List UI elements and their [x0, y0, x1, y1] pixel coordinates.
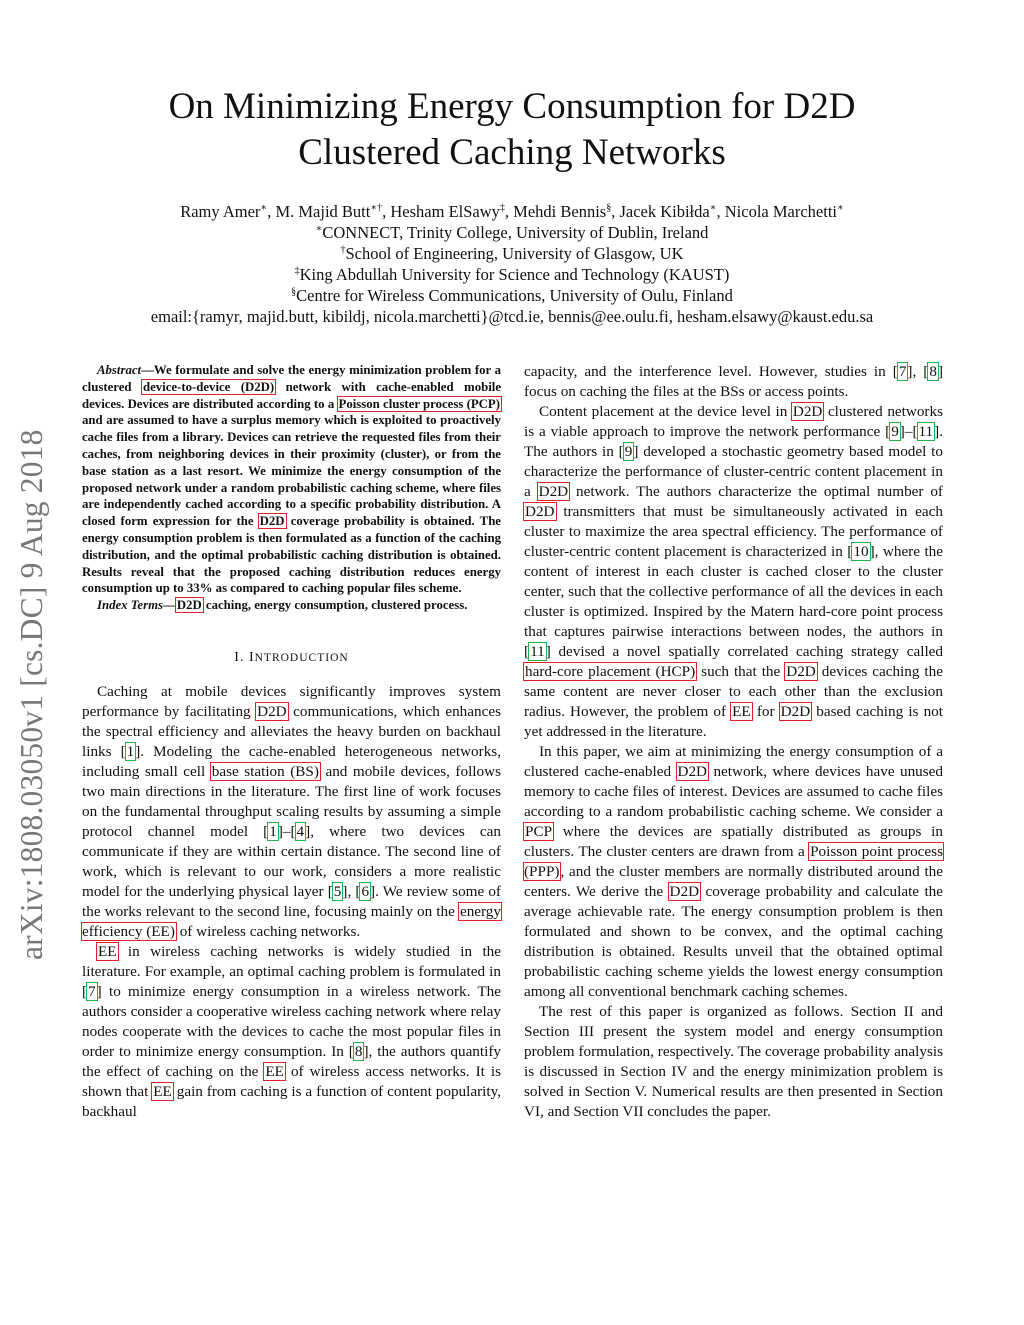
paragraph: Caching at mobile devices significantly improves system performance by facilitating D2D communications, which enhances the spectral efficiency and alleviates the heavy burden on backhaul links [1]. Modeling the cache-enabled heterogeneous networks, including small cell base station (BS) and mobile devices, follows two main directions in the literature. The first line of work focuses on the fundamental throughput scaling results by assuming a simple protocol channel model [1]–[4], where two devices can communicate if they are within certain distance. The second line of work, which is relevant to our work, considers a more realistic model for the underlying physical layer [5], [6]. We review some of the works relevant to the second line, focusing mainly on the energy efficiency (EE) of wireless caching networks. [82, 682, 501, 940]
section-title: NTRODUCTION [254, 651, 349, 664]
left-column [82, 362, 501, 1122]
affiliation-1 [60, 222, 964, 243]
index-terms [82, 597, 501, 614]
section-heading-introduction [82, 648, 501, 668]
affiliation-mark: § [291, 286, 297, 298]
acronym-link[interactable]: EE [732, 703, 751, 720]
abstract [82, 362, 501, 597]
abstract-label: Abstract [97, 363, 142, 377]
acronym-link[interactable]: PCP [525, 823, 553, 840]
acronym-link[interactable]: device-to-device (D2D) [142, 379, 275, 394]
section-number: I. I [234, 649, 255, 665]
arxiv-identifier[interactable]: arXiv:1808.03050v1 [cs.DC] 9 Aug 2018 [14, 429, 49, 960]
right-column [524, 362, 943, 1122]
acronym-link[interactable]: D2D [538, 483, 569, 500]
acronym-link[interactable]: energy efficiency (EE) [82, 902, 501, 940]
citation-link[interactable]: 8 [354, 1042, 363, 1060]
citation-link[interactable]: 10 [853, 543, 869, 560]
author-mark: ∗ [837, 202, 844, 214]
affiliation-mark: † [340, 244, 346, 256]
citation-link[interactable]: 7 [898, 363, 907, 380]
acronym-link[interactable]: base station (BS) [211, 762, 319, 780]
paragraph: EE in wireless caching networks is widely studied in the literature. For example, an optimal caching problem is formulated in [7] to minimize energy consumption in a wireless network. The authors consider a cooperative wireless caching network where relay nodes cooperate with the devices to cache the most popular files in order to minimize energy consumption. In [8], the authors quantify the effect of caching on the EE of wireless access networks. It is shown that EE gain from caching is a function of content popularity, backhaul [82, 942, 502, 1120]
author-mark: § [606, 202, 612, 214]
acronym-link[interactable]: D2D [780, 703, 811, 720]
author-mark: ∗ [709, 202, 717, 214]
author-name: Hesham ElSawy [390, 202, 500, 221]
citation-link[interactable]: 4 [296, 822, 305, 840]
index-terms-dash: — [163, 598, 176, 613]
citation-link[interactable]: 11 [530, 643, 545, 660]
acronym-link[interactable]: hard-core placement (HCP) [525, 663, 696, 680]
paragraph: In this paper, we aim at minimizing the energy consumption of a clustered cache-enabled D2D network, where devices have unused memory to cache files of interest. Devices are assumed to cache files according to a random probabilistic caching scheme. We consider a PCP where the devices are spatially distributed as groups in clusters. The cluster centers are drawn from a Poisson point process (PPP), and the cluster members are normally distributed around the centers. We derive the D2D coverage probability and calculate the average achievable rate. The energy consumption problem is then formulated and shown to be convex, and the optimal caching distribution is obtained. Results unveil that the obtained optimal probabilistic caching scheme yields the lowest energy consumption among all conventional benchmark caching schemes. [524, 743, 944, 1000]
acronym-link[interactable]: D2D [259, 514, 285, 529]
affiliation-4 [60, 285, 964, 306]
author-list: Ramy Amer∗, M. Majid Butt∗†, Hesham ElSawy‡, Mehdi Bennis§, Jacek Kibiłda∗, Nicola Marchetti∗ [180, 202, 844, 221]
affiliation-text: Centre for Wireless Communications, University of Oulu, Finland [296, 286, 733, 305]
citation-link[interactable]: 8 [929, 363, 937, 380]
citation-link[interactable]: 6 [361, 882, 370, 900]
author-name: Nicola Marchetti [724, 202, 838, 221]
citation-link[interactable]: 9 [891, 423, 899, 440]
paragraph: capacity, and the interference level. However, studies in [7], [8] focus on caching the files at the BSs or access points. [524, 363, 943, 400]
acronym-link[interactable]: D2D [669, 883, 700, 900]
affiliation-text: CONNECT, Trinity College, University of Dublin, Ireland [322, 223, 709, 242]
citation-link[interactable]: 5 [333, 882, 342, 900]
acronym-link[interactable]: D2D [677, 763, 708, 780]
author-block [60, 201, 964, 327]
affiliation-text: School of Engineering, University of Glasgow, UK [345, 244, 684, 263]
author-name: Ramy Amer [180, 202, 261, 221]
acronym-link[interactable]: D2D [525, 503, 555, 520]
author-name: Mehdi Bennis [513, 202, 607, 221]
acronym-link[interactable]: EE [265, 1062, 284, 1080]
acronym-link[interactable]: EE [153, 1082, 172, 1100]
acronym-link[interactable]: Poisson cluster process (PCP) [338, 396, 501, 411]
paper-title [90, 84, 934, 176]
affiliation-3 [60, 264, 964, 285]
author-name: Jacek Kibiłda [619, 202, 710, 221]
email-line: email:{ramyr, majid.butt, kibildj, nicola.marchetti}@tcd.ie, bennis@ee.oulu.fi, hesham.elsawy@kaust.edu.sa [150, 307, 874, 326]
affiliation-mark: ‡ [294, 265, 300, 277]
citation-link[interactable]: 1 [269, 822, 277, 840]
affiliation-text: King Abdullah University for Science and Technology (KAUST) [299, 265, 730, 284]
title-line-1: On Minimizing Energy Consumption for D2D [168, 86, 856, 127]
acronym-link[interactable]: D2D [257, 702, 287, 720]
author-mark: ‡ [499, 202, 505, 214]
author-name: M. Majid Butt [275, 202, 371, 221]
index-terms-label: Index Terms [97, 598, 164, 613]
author-mark: ∗† [370, 202, 383, 214]
paragraph: The rest of this paper is organized as follows. Section II and Section III present the system model and energy consumption problem formulation, respectively. The coverage probability analysis is discussed in Section IV and the energy minimization problem is solved in Section V. Numerical results are then presented in Section VI, and Section VII concludes the paper. [524, 1003, 943, 1120]
citation-link[interactable]: 1 [126, 742, 135, 760]
title-line-2: Clustered Caching Networks [298, 132, 726, 173]
acronym-link[interactable]: Poisson point process (PPP) [524, 843, 943, 880]
acronym-link[interactable]: D2D [176, 598, 202, 613]
index-terms-body: D2D caching, energy consumption, clustered process. [176, 598, 468, 613]
abstract-dash: — [141, 363, 154, 377]
citation-link[interactable]: 7 [88, 982, 96, 1000]
acronym-link[interactable]: EE [98, 942, 117, 960]
author-mark: ∗ [260, 202, 268, 214]
paragraph: Content placement at the device level in D2D clustered networks is a viable approach to improve the network performance [9]–[11]. The authors in [9] developed a stochastic geometry based model to characterize the performance of cluster-centric content placement in a D2D network. The authors characterize the optimal number of D2D transmitters that must be simultaneously activated in each cluster to maximize the area spectral efficiency. The performance of cluster-centric content placement is characterized in [10], where the content of interest in each cluster is cached closer to the cluster center, such that the collective performance of all the devices in each cluster is optimized. Inspired by the Matern hard-core point process that captures pairwise interactions between nodes, the authors in [11] devised a novel spatially correlated caching strategy called hard-core placement (HCP) such that the D2D devices caching the same content are never closer to each other than the exclusion radius. However, the problem of EE for D2D based caching is not yet addressed in the literature. [524, 403, 943, 740]
affiliation-2 [60, 243, 964, 264]
affiliation-mark: ∗ [315, 223, 323, 235]
acronym-link[interactable]: D2D [792, 403, 823, 420]
acronym-link[interactable]: D2D [786, 663, 816, 680]
citation-link[interactable]: 9 [624, 443, 633, 460]
citation-link[interactable]: 11 [918, 423, 934, 440]
abstract-body: We formulate and solve the energy minimization problem for a clustered device-to-device (D2D) network with cache-enabled mobile devices. Devices are distributed according to a Poisson cluster process (PCP) and are assumed to have a surplus memory which is exploited to proactively cache files from a library. Devices can retrieve the requested files from their caches, from neighboring devices in their proximity (cluster), or from the base station as a last resort. We minimize the energy consumption of the proposed network under a random probabilistic caching scheme, where files are independently cached according to a specific probability distribution. A closed form expression for the D2D coverage probability is obtained. The energy consumption problem is then formulated as a function of the caching distribution, and the optimal probabilistic caching distribution is obtained. Results reveal that the proposed caching distribution reduces energy consumption up to 33% as compared to caching popular files scheme. [82, 363, 501, 596]
